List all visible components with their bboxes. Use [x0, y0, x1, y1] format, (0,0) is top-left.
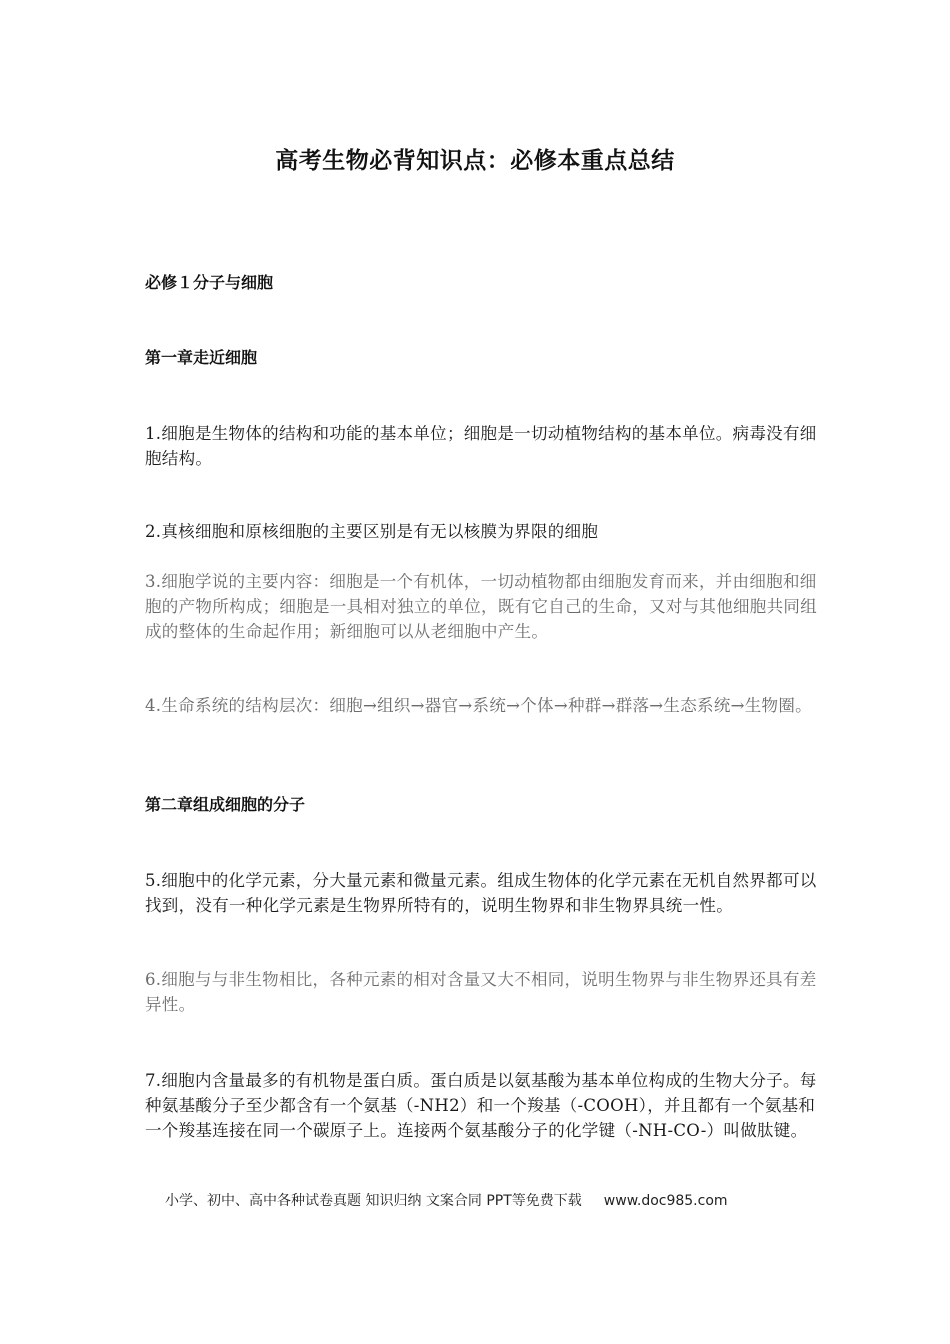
paragraph-3: 3.细胞学说的主要内容：细胞是一个有机体，一切动植物都由细胞发育而来，并由细胞和细胞的产物所构成；细胞是一具相对独立的单位，既有它自己的生命，又对与其他细胞共同组成的整体的生命起作用；新细胞可以从老细胞中产生。: [145, 572, 817, 641]
footer: [165, 1191, 728, 1211]
paragraph-4: 4.生命系统的结构层次：细胞→组织→器官→系统→个体→种群→群落→生态系统→生物圈。: [145, 696, 812, 715]
footer-text: 小学、初中、高中各种试卷真题 知识归纳 文案合同 PPT等免费下载: [165, 1193, 582, 1209]
page-title: 高考生物必背知识点：必修本重点总结: [275, 148, 675, 174]
chapter-heading-1: 第一章走近细胞: [145, 348, 258, 367]
paragraph-7: 7.细胞内含量最多的有机物是蛋白质。蛋白质是以氨基酸为基本单位构成的生物大分子。每种氨基酸分子至少都含有一个氨基（-NH2）和一个羧基（-COOH），并且都有一个氨基和一个羧基连接在同一个碳原子上。连接两个氨基酸分子的化学键（-NH-CO-）叫做肽键。: [145, 1071, 817, 1140]
paragraph-2: 2.真核细胞和原核细胞的主要区别是有无以核膜为界限的细胞: [145, 522, 599, 541]
module-heading: 必修１分子与细胞: [145, 273, 274, 292]
paragraph-5: 5.细胞中的化学元素，分大量元素和微量元素。组成生物体的化学元素在无机自然界都可以找到，没有一种化学元素是生物界所特有的，说明生物界和非生物界具统一性。: [145, 871, 817, 915]
paragraph-6: 6.细胞与与非生物相比，各种元素的相对含量又大不相同，说明生物界与非生物界还具有差异性。: [145, 970, 817, 1014]
chapter-heading-2: 第二章组成细胞的分子: [145, 795, 306, 814]
paragraph-1: 1.细胞是生物体的结构和功能的基本单位；细胞是一切动植物结构的基本单位。病毒没有细胞结构。: [145, 424, 817, 468]
footer-site-link[interactable]: www.doc985.com: [603, 1193, 728, 1209]
